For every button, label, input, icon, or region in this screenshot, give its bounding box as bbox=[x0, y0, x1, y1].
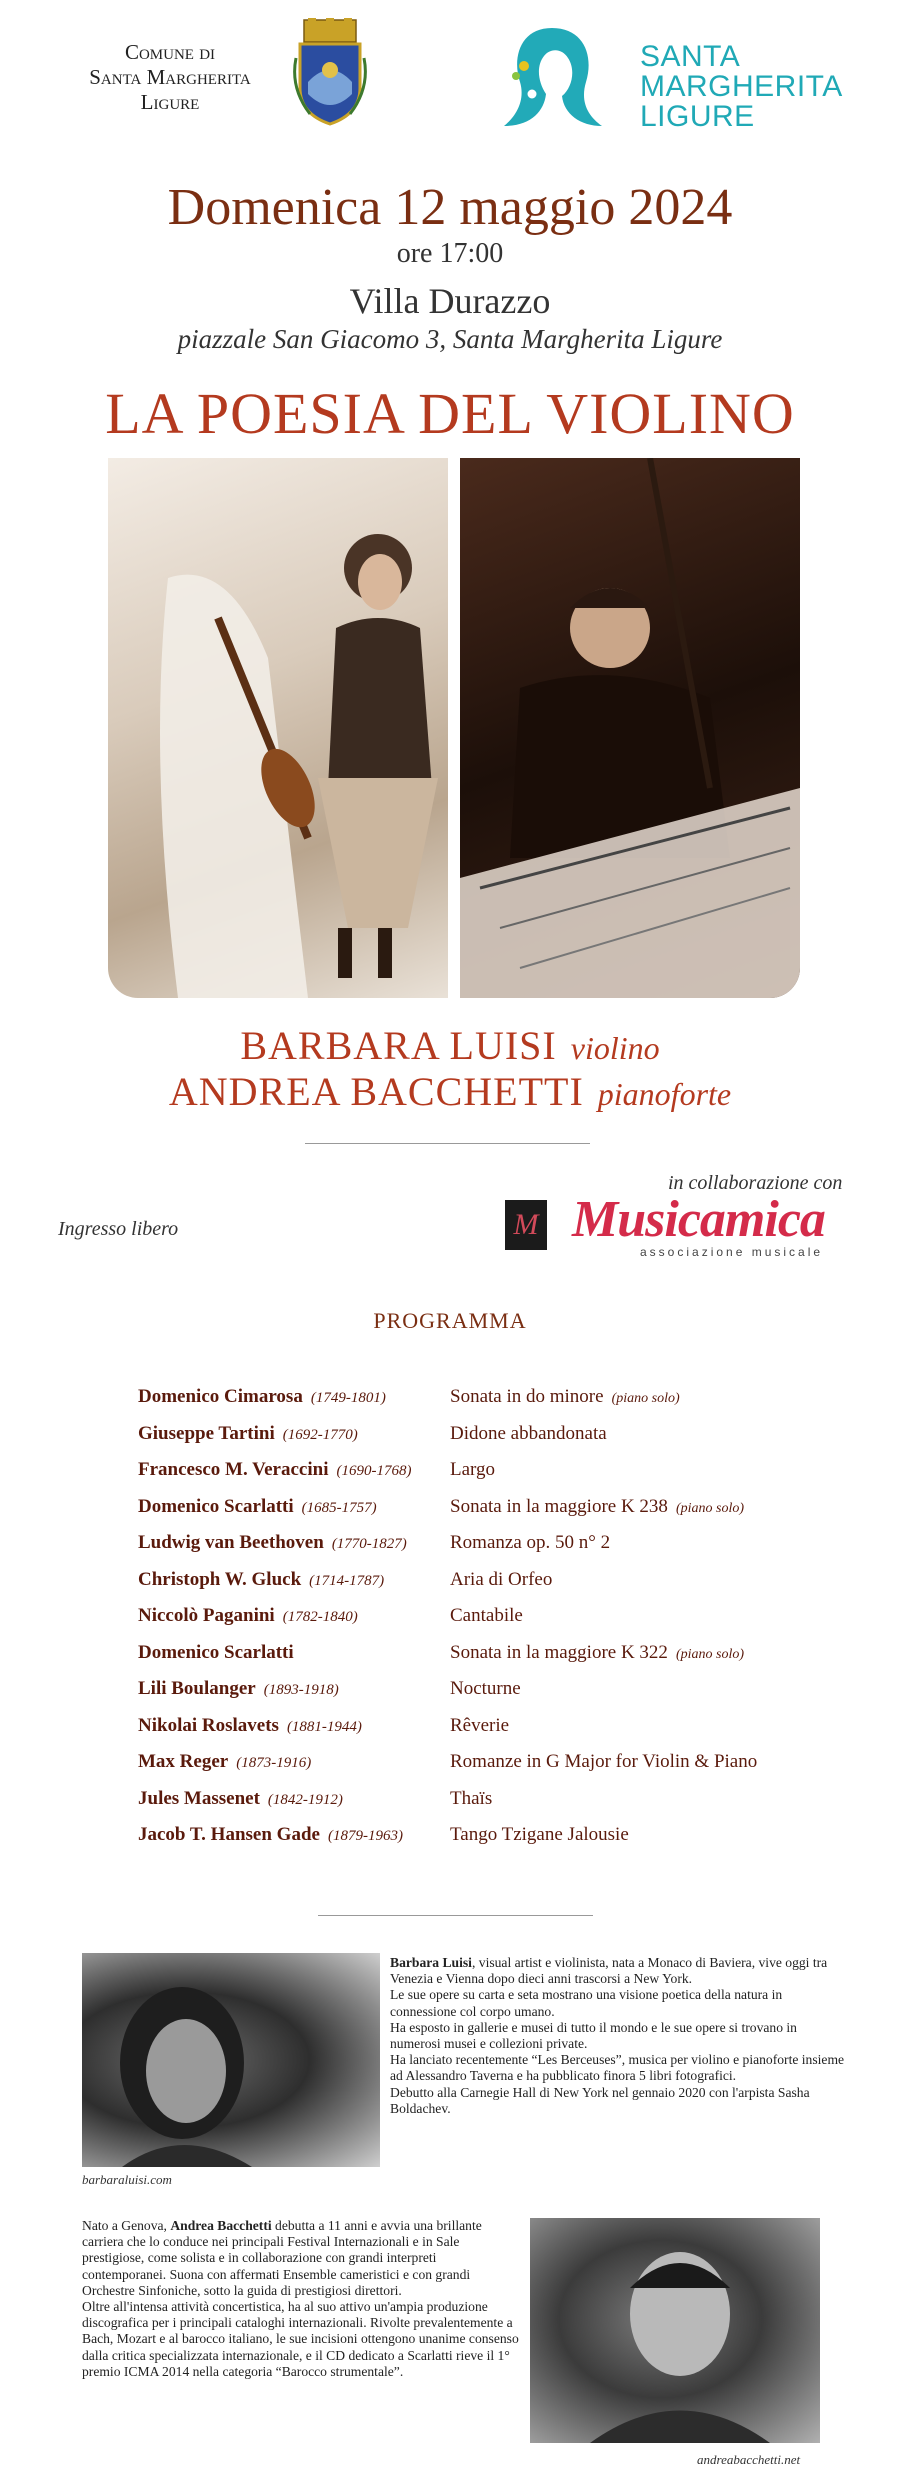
barbara-luisi-portrait bbox=[82, 1953, 380, 2167]
composer-years: (1893-1918) bbox=[263, 1682, 339, 1698]
bio-text: , visual artist e violinista, nata a Monaco di Baviera, vive oggi tra Venezia e Vienna dopo dieci anni trascorsi a New York. bbox=[390, 1955, 828, 1987]
performer-name: ANDREA BACCHETTI bbox=[168, 1069, 584, 1114]
divider-line bbox=[305, 1143, 590, 1144]
performer-name: BARBARA LUISI bbox=[240, 1023, 557, 1068]
performer-violinist bbox=[0, 1022, 900, 1069]
santa-margherita-logo bbox=[500, 22, 605, 132]
comune-line-3: Ligure bbox=[140, 90, 200, 114]
composer-years: (1782-1840) bbox=[282, 1609, 358, 1625]
program-row bbox=[138, 1569, 838, 1606]
composer-name: Nikolai Roslavets bbox=[138, 1714, 279, 1736]
composer-years: (1692-1770) bbox=[282, 1426, 358, 1443]
performer-role: violino bbox=[570, 1030, 660, 1066]
comune-line-1: Comune di bbox=[124, 40, 216, 64]
program-row bbox=[138, 1824, 838, 1861]
program-row bbox=[138, 1532, 838, 1569]
composer-years: (1842-1912) bbox=[267, 1791, 343, 1808]
performer-pianist bbox=[0, 1068, 900, 1115]
program-row bbox=[138, 1751, 838, 1788]
composer-years: (1685-1757) bbox=[301, 1499, 377, 1516]
composer-years: (1873-1916) bbox=[236, 1755, 312, 1771]
piece-title: Didone abbandonata bbox=[450, 1422, 607, 1444]
bio-name: Barbara Luisi bbox=[390, 1955, 472, 1970]
musicamica-logo: Musicamica bbox=[572, 1191, 825, 1248]
composer-name: Jacob T. Hansen Gade bbox=[138, 1824, 320, 1845]
composer-name: Giuseppe Tartini bbox=[138, 1422, 275, 1444]
composer-years: (1690-1768) bbox=[336, 1463, 412, 1479]
program-row bbox=[138, 1605, 838, 1642]
event-date: Domenica 12 maggio 2024 bbox=[167, 179, 733, 236]
program-list bbox=[138, 1386, 838, 1861]
composer-name: Domenico Scarlatti bbox=[138, 1641, 294, 1663]
barbara-luisi-website[interactable]: barbaraluisi.com bbox=[82, 2172, 172, 2187]
piece-title: Aria di Orfeo bbox=[450, 1568, 553, 1590]
composer-name: Lili Boulanger bbox=[138, 1678, 256, 1699]
pianist-photo bbox=[460, 458, 800, 998]
andrea-bacchetti-portrait bbox=[530, 2218, 820, 2443]
piece-title: Tango Tzigane Jalousie bbox=[450, 1824, 629, 1845]
bio-text: Oltre all'intensa attività concertistica, ha al suo attivo un'ampia produzione discografica per i principali cataloghi internazionali. Rivolte prevalentemente a Bach, Mozart e al barocco italiano, le sue incisioni ottengono unanime consenso dalla critica specializzata internazionale, e il CD dedicato a Scarlatti rieve il 1° premio ICMA 2014 nella categoria “Barocco strumentale”. bbox=[82, 2299, 519, 2379]
musicamica-badge-icon: M bbox=[505, 1200, 547, 1250]
free-entry-note: Ingresso libero bbox=[58, 1218, 179, 1240]
program-row bbox=[138, 1642, 838, 1679]
violinist-photo bbox=[108, 458, 448, 998]
concert-title: LA POESIA DEL VIOLINO bbox=[105, 381, 795, 446]
piece-note: (piano solo) bbox=[675, 1646, 744, 1662]
piece-title: Romanza op. 50 n° 2 bbox=[450, 1532, 611, 1553]
piece-title: Sonata in do minore bbox=[450, 1386, 604, 1407]
composer-years: (1879-1963) bbox=[327, 1828, 403, 1844]
composer-years: (1714-1787) bbox=[309, 1572, 385, 1589]
event-venue: Villa Durazzo bbox=[349, 281, 551, 321]
composer-name: Francesco M. Veraccini bbox=[138, 1459, 329, 1480]
composer-years: (1770-1827) bbox=[331, 1536, 407, 1552]
program-row bbox=[138, 1496, 838, 1533]
barbara-luisi-bio bbox=[390, 1955, 845, 2117]
comune-name bbox=[60, 40, 280, 115]
piece-title: Sonata in la maggiore K 322 bbox=[450, 1641, 668, 1663]
piece-title: Largo bbox=[450, 1459, 496, 1480]
brand-line-3: LIGURE bbox=[640, 100, 755, 133]
brand-line-2: MARGHERITA bbox=[640, 70, 843, 103]
program-row bbox=[138, 1715, 838, 1752]
program-row bbox=[138, 1678, 838, 1715]
program-row bbox=[138, 1788, 838, 1825]
bio-text: Nato a Genova, bbox=[82, 2218, 171, 2233]
bio-text: Le sue opere su carta e seta mostrano una visione poetica della natura in connessione col corpo umano. bbox=[390, 1987, 783, 2019]
piece-title: Nocturne bbox=[450, 1678, 521, 1699]
bio-text: Debutto alla Carnegie Hall di New York nel gennaio 2020 con l'arpista Sasha Boldachev. bbox=[390, 2084, 810, 2116]
bio-text: Ha esposto in gallerie e musei di tutto il mondo e le sue opere si trovano in numerosi musei e collezioni private. bbox=[390, 2019, 797, 2052]
musicamica-subtitle: associazione musicale bbox=[640, 1245, 824, 1259]
piece-title: Romanze in G Major for Violin & Piano bbox=[450, 1751, 758, 1772]
piece-note: (piano solo) bbox=[611, 1391, 680, 1406]
comune-line-2: Santa Margherita bbox=[89, 65, 251, 89]
program-heading: PROGRAMMA bbox=[373, 1308, 527, 1333]
composer-name: Ludwig van Beethoven bbox=[138, 1532, 324, 1553]
collaboration-label: in collaborazione con bbox=[668, 1172, 843, 1194]
event-time: ore 17:00 bbox=[396, 238, 504, 269]
program-row bbox=[138, 1386, 838, 1423]
piece-title: Thaïs bbox=[450, 1787, 493, 1809]
composer-name: Domenico Scarlatti bbox=[138, 1495, 294, 1517]
comune-crest-logo bbox=[290, 18, 370, 128]
bio-text: debutta a 11 anni e avvia una brillante carriera che lo conduce nei principali Festival Internazionali e in Sale prestigiose, come solista e in collaborazione con grandi interpreti contemporanei. Suona con affermati Ensemble cameristici e con grandi Orchestre Sinfoniche, sotto la guida di prestigiosi direttori. bbox=[82, 2218, 482, 2298]
brand-line-1: SANTA bbox=[640, 40, 741, 73]
composer-name: Christoph W. Gluck bbox=[138, 1568, 302, 1590]
program-row bbox=[138, 1423, 838, 1460]
performer-role: pianoforte bbox=[597, 1076, 732, 1112]
composer-years: (1881-1944) bbox=[286, 1718, 362, 1735]
composer-name: Jules Massenet bbox=[138, 1787, 260, 1809]
bio-name: Andrea Bacchetti bbox=[170, 2218, 272, 2233]
andrea-bacchetti-bio bbox=[82, 2218, 522, 2380]
piece-title: Rêverie bbox=[450, 1714, 510, 1736]
piece-title: Sonata in la maggiore K 238 bbox=[450, 1495, 668, 1517]
composer-years: (1749-1801) bbox=[310, 1390, 386, 1406]
composer-name: Max Reger bbox=[138, 1751, 229, 1772]
piece-note: (piano solo) bbox=[675, 1500, 744, 1516]
andrea-bacchetti-website[interactable]: andreabacchetti.net bbox=[697, 2452, 801, 2467]
composer-name: Niccolò Paganini bbox=[138, 1605, 275, 1626]
event-address: piazzale San Giacomo 3, Santa Margherita Ligure bbox=[177, 324, 723, 354]
santa-margherita-brand bbox=[640, 42, 843, 132]
program-row bbox=[138, 1459, 838, 1496]
composer-name: Domenico Cimarosa bbox=[138, 1386, 303, 1407]
divider-line bbox=[318, 1915, 593, 1916]
bio-text: Ha lanciato recentemente “Les Berceuses”, musica per violino e pianoforte insieme ad Alessandro Taverna e ha pubblicato finora 5 libri fotografici. bbox=[390, 2052, 845, 2084]
piece-title: Cantabile bbox=[450, 1605, 523, 1626]
